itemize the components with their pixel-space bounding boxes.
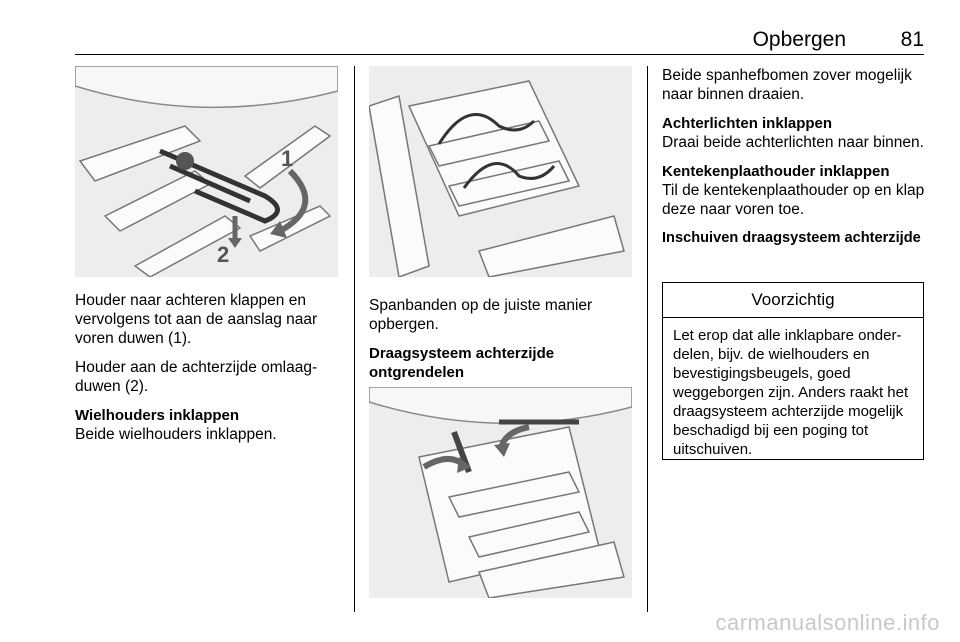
col1-heading: Wielhouders inklappen — [75, 407, 240, 424]
col2-heading: Draagsysteem achterzijde ontgrendelen — [369, 345, 555, 381]
page-number: 81 — [900, 28, 924, 51]
col3-heading-1: Achterlichten inklappen — [662, 115, 833, 132]
callout-2: 2 — [217, 242, 230, 267]
section-title: Opbergen — [752, 28, 846, 51]
column-divider-1 — [354, 66, 355, 612]
col3-paragraph-2: Draai beide achterlichten naar binnen. — [662, 134, 924, 151]
column-1-text — [75, 291, 340, 454]
page-header — [75, 24, 924, 55]
col3-paragraph-3: Til de kentekenplaathouder op en klap deze naar voren toe. — [662, 182, 925, 218]
column-divider-2 — [647, 66, 648, 612]
watermark: carmanualsonline.info — [715, 610, 940, 635]
column-2-text — [369, 296, 634, 382]
illustration-unlock-carrier — [369, 387, 632, 598]
callout-1: 1 — [281, 146, 294, 171]
col1-paragraph-3: Beide wielhouders inklappen. — [75, 426, 277, 443]
col1-paragraph-1: Houder naar achteren klappen en vervolgens tot aan de aanslag naar voren duwen (1). — [75, 292, 318, 347]
col1-paragraph-2: Houder aan de achterzijde omlaag-duwen (2). — [75, 359, 318, 395]
caution-body: Let erop dat alle inklapbare onder-delen, bijv. de wielhouders en bevestigingsbeugels, goed weggeborgen zijn. Anders raakt het draagsysteem achterzijde mogelijk beschadigd bij een poging tot uitschuiven. — [673, 327, 909, 458]
col2-paragraph-1: Spanbanden op de juiste manier opbergen. — [369, 297, 593, 333]
col3-heading-3: Inschuiven draagsysteem achterzijde — [662, 230, 921, 246]
illustration-straps — [369, 66, 632, 277]
col3-heading-2: Kentekenplaathouder inklappen — [662, 163, 890, 180]
col3-paragraph-1: Beide spanhefbomen zover mogelijk naar binnen draaien. — [662, 67, 912, 103]
caution-title: Voorzichtig — [663, 283, 923, 318]
illustration-wheel-holder — [75, 66, 338, 277]
caution-box — [662, 282, 924, 460]
column-3-text — [662, 66, 928, 248]
